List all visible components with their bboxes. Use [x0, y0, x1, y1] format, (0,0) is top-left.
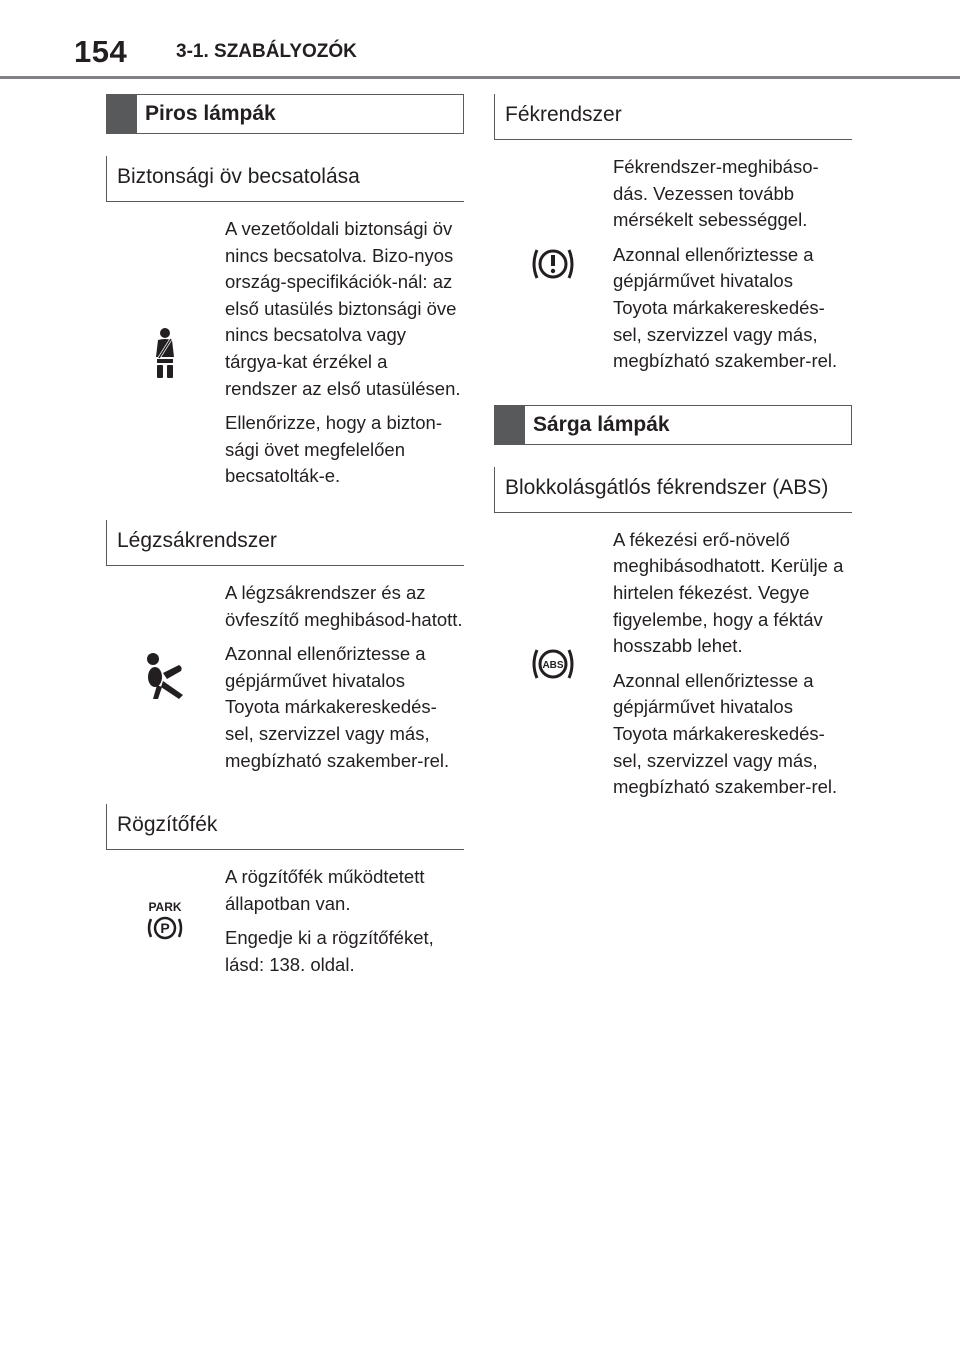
park-brake-icon: [106, 864, 224, 978]
group-header-red: [106, 94, 464, 134]
brake-system-text-2: Azonnal ellenőriztesse a gépjárművet hivatalos Toyota márkakereskedés-sel, szervizzel vagy más, megbízható szakember-rel.: [613, 243, 838, 372]
header-rule: [0, 76, 960, 79]
group-bar: [495, 406, 525, 444]
section-title-parking-brake: Rögzítőfék: [106, 804, 464, 850]
section-title-brake-system: Fékrendszer: [494, 94, 852, 140]
group-label: Piros lámpák: [145, 102, 276, 125]
group-bar: [107, 95, 137, 133]
section-title-seatbelt: Biztonsági öv becsatolása: [106, 156, 464, 202]
chapter-title: 3-1. SZABÁLYOZÓK: [176, 41, 357, 62]
left-column: [106, 94, 464, 1008]
warning-item-abs: [494, 527, 852, 801]
seatbelt-icon: [106, 216, 224, 490]
warning-item-parking-brake: [106, 864, 464, 978]
airbag-icon: [106, 580, 224, 774]
airbag-text-2: Azonnal ellenőriztesse a gépjárművet hivatalos Toyota márkakereskedés-sel, szervizzel vagy más, megbízható szakember-rel.: [225, 643, 450, 771]
abs-icon-text: ABS: [542, 659, 564, 671]
airbag-text-1: A légzsákrendszer és az övfeszítő meghibásod-hatott.: [225, 581, 463, 630]
section-title-abs: Blokkolásgátlós fékrendszer (ABS): [494, 467, 852, 513]
seatbelt-text-2: Ellenőrizze, hogy a bizton-sági övet megfelelően becsatolták-e.: [225, 412, 442, 487]
brake-warning-icon: [494, 154, 612, 375]
brake-system-text-1: Fékrendszer-meghibáso-dás. Vezessen tovább mérsékelt sebességgel.: [613, 156, 819, 231]
abs-text-1: A fékezési erő-növelő meghibásodhatott. Kerülje a hirtelen fékezést. Vegye figyelembe, hogy a féktáv hosszabb lehet.: [613, 528, 844, 657]
group-label: Sárga lámpák: [533, 412, 670, 436]
section-title-airbag: Légzsákrendszer: [106, 520, 464, 566]
warning-item-seatbelt: [106, 216, 464, 490]
page-number: 154: [74, 34, 128, 69]
parking-brake-text-2: Engedje ki a rögzítőféket, lásd: 138. oldal.: [225, 927, 434, 975]
parking-brake-text-1: A rögzítőfék működtetett állapotban van.: [225, 866, 425, 914]
abs-icon: [494, 527, 612, 801]
warning-item-airbag: [106, 580, 464, 774]
right-column: [494, 94, 852, 831]
warning-item-brake-system: [494, 154, 852, 375]
park-icon-text: PARK: [148, 900, 182, 915]
seatbelt-text-1: A vezetőoldali biztonsági öv nincs becsatolva. Bizo-nyos ország-specifikációk-nál: az első utasülés biztonsági öve nincs becsatolva vagy tárgya-kat érzékel a rendszer az első utasülésen.: [225, 218, 461, 399]
park-icon-letter: P: [160, 920, 170, 937]
abs-text-2: Azonnal ellenőriztesse a gépjárművet hivatalos Toyota márkakereskedés-sel, szervizzel vagy más, megbízható szakember-rel.: [613, 669, 838, 798]
group-header-yellow: [494, 405, 852, 445]
